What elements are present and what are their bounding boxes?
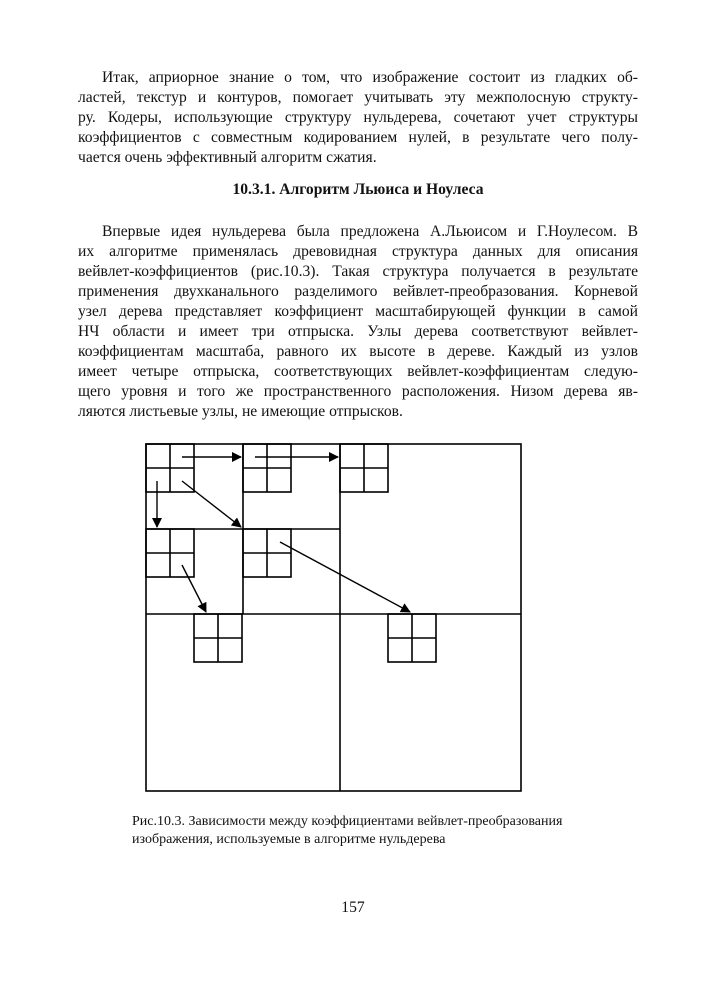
- text-line: узел дерева представляет коэффициент масштабирующей функции в самой: [78, 303, 638, 320]
- arrow-root-to-hh2: [182, 481, 241, 527]
- paragraph-intro: [78, 68, 638, 168]
- caption-line: изображения, используемые в алгоритме нульдерева: [132, 832, 446, 847]
- text-line: ластей, текстур и контуров, помогает учитывать эту межполосную структу-: [78, 89, 638, 106]
- paragraph-main: [78, 222, 638, 422]
- page-number: 157: [341, 899, 365, 916]
- text-line: их алгоритме применялась древовидная структура данных для описания: [78, 243, 638, 260]
- text-line: щего уровня и того же пространственного расположения. Низом дерева яв-: [78, 383, 638, 400]
- text-line: ляются листьевые узлы, не имеющие отпрысков.: [78, 403, 403, 420]
- text-line: Итак, априорное знание о том, что изображение состоит из гладких об-: [102, 69, 638, 86]
- zerotree-diagram: [140, 438, 530, 798]
- grid-block-hh1: [388, 614, 436, 662]
- text-line: коэффициентам масштаба, равного их высоте в дереве. Каждый из узлов: [78, 343, 638, 360]
- figure-caption: [132, 813, 612, 849]
- text-line: чается очень эффективный алгоритм сжатия.: [78, 149, 377, 166]
- grid-block-hl2: [243, 444, 291, 492]
- grid-block-lh2: [146, 529, 194, 577]
- grid-block-hl1: [340, 444, 388, 492]
- text-line: НЧ области и имеет три отпрыска. Узлы дерева соответствуют вейвлет-: [78, 323, 638, 340]
- text-line: применения двухканального разделимого вейвлет-преобразования. Корневой: [78, 283, 638, 300]
- text-line: имеет четыре отпрыска, соответствующих вейвлет-коэффициентам следую-: [78, 363, 638, 380]
- arrow-hh2-to-hh1: [280, 542, 410, 612]
- text-line: ру. Кодеры, использующие структуру нульдерева, сочетают учет структуры: [78, 109, 638, 126]
- grid-block-lh1: [194, 614, 242, 662]
- text-line: коэффициентов с совместным кодированием нулей, в результате чего полу-: [78, 129, 638, 146]
- text-line: Впервые идея нульдерева была предложена А.Льюисом и Г.Ноулесом. В: [102, 223, 638, 240]
- section-heading: 10.3.1. Алгоритм Льюиса и Ноулеса: [232, 181, 484, 198]
- grid-block-hh2: [243, 529, 291, 577]
- caption-line: Рис.10.3. Зависимости между коэффициентами вейвлет-преобразования: [132, 814, 563, 829]
- text-line: вейвлет-коэффициентов (рис.10.3). Такая структура получается в результате: [78, 263, 638, 280]
